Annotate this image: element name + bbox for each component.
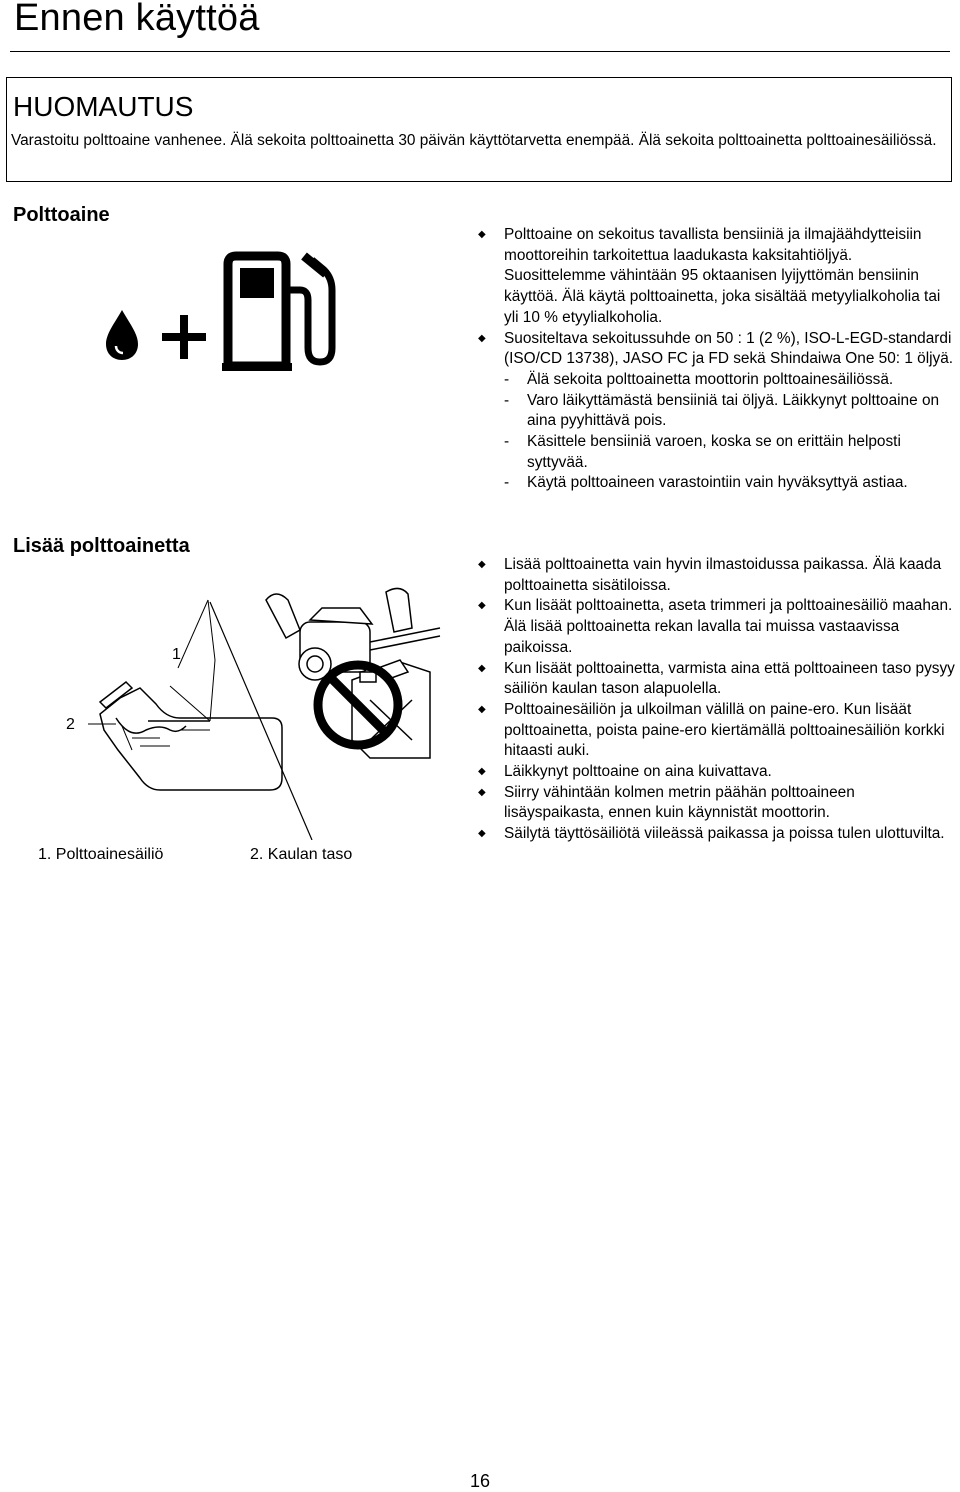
- list-item: ◆ Suositeltava sekoitussuhde on 50 : 1 (2 %), ISO-L-EGD-standardi (ISO/CD 13738), JASO FC ja FD sekä Shindaiwa One 50: 1 öljyä. - Älä sekoita polttoainetta moottorin polttoainesäiliössä. - Varo läikyttämästä bensiiniä tai öljyä. Läikkynyt polttoaine on aina pyyhittävä pois. - Käsittele bensiiniä varoen, koska se on erittäin helposti syttyvää. - Käytä polttoaineen varastointiin vain hyväksyttyä astiaa.: [478, 329, 956, 495]
- fuel-section-heading: Polttoaine: [13, 204, 110, 226]
- refuel-bullet-list: [478, 555, 956, 845]
- fuel-pump-icon: [222, 256, 332, 371]
- list-item: ◆ Läikkynyt polttoaine on aina kuivattava.: [478, 762, 956, 783]
- list-item: ◆ Kun lisäät polttoainetta, varmista aina että polttoaineen taso pysyy säiliön kaulan tason alapuolella.: [478, 659, 955, 698]
- refuel-illustration: [60, 580, 450, 840]
- notice-text: Varastoitu polttoaine vanhenee. Älä sekoita polttoainetta 30 päivän käyttötarvetta enempää. Älä sekoita polttoainetta polttoainesäiliössä.: [11, 132, 937, 149]
- fuel-tank-diagram: [88, 600, 282, 790]
- diamond-bullet-icon: ◆: [478, 559, 486, 570]
- list-item: ◆ Säilytä täyttösäiliötä viileässä paikassa ja poissa tulen ulottuvilta.: [478, 824, 956, 845]
- fuel-bullet-list: [478, 225, 956, 494]
- fuel-bullet-list-container: [478, 225, 956, 494]
- list-item: - Käsittele bensiiniä varoen, koska se on erittäin helposti syttyvää.: [504, 433, 901, 471]
- list-item: ◆ Kun lisäät polttoainetta, aseta trimmeri ja polttoainesäiliö maahan. Älä lisää polttoainetta rekan lavalla tai muissa vastaavissa paikoissa.: [478, 597, 953, 656]
- page-number: 16: [470, 1471, 491, 1491]
- refuel-bullet-list-container: [478, 555, 956, 845]
- caption-fuel-tank: 1. Polttoainesäiliö: [38, 846, 164, 863]
- callout-two: 2: [66, 716, 75, 733]
- list-item: ◆ Polttoaine on sekoitus tavallista bensiiniä ja ilmajäähdytteisiin moottoreihin tarkoitettua laadukasta kaksitahtiöljyä. Suosittelemme vähintään 95 oktaanisen lyijyttömän bensiinin käyttöä. Älä käytä polttoainetta, joka sisältää metyylialkoholia tai yli 10 % etyylialkoholia.: [478, 226, 941, 326]
- page-title: Ennen käyttöä: [14, 0, 260, 39]
- list-item: - Älä sekoita polttoainetta moottorin polttoainesäiliössä.: [504, 370, 894, 388]
- refuel-section-heading: Lisää polttoainetta: [13, 535, 190, 557]
- list-item: ◆ Siirry vähintään kolmen metrin päähän polttoaineen lisäyspaikasta, ennen kuin käynnistät moottorin.: [478, 783, 855, 822]
- plus-icon: [162, 315, 206, 359]
- diamond-bullet-icon: ◆: [478, 703, 486, 715]
- diamond-bullet-icon: ◆: [478, 332, 486, 344]
- diamond-bullet-icon: ◆: [478, 600, 486, 612]
- list-item: ◆ Lisää polttoainetta vain hyvin ilmastoidussa paikassa. Älä kaada polttoainetta sisätiloissa.: [478, 556, 942, 594]
- oil-plus-fuel-illustration: [100, 250, 340, 375]
- fuel-warning-list: [504, 370, 956, 494]
- caption-neck-level: 2. Kaulan taso: [250, 846, 353, 863]
- diamond-bullet-icon: ◆: [478, 828, 486, 840]
- diamond-bullet-icon: ◆: [478, 766, 486, 778]
- diamond-bullet-icon: ◆: [478, 786, 486, 798]
- title-divider: [10, 51, 950, 52]
- list-item: - Varo läikyttämästä bensiiniä tai öljyä. Läikkynyt polttoaine on aina pyyhittävä pois.: [504, 391, 940, 430]
- diamond-bullet-icon: ◆: [478, 229, 486, 240]
- diamond-bullet-icon: ◆: [478, 662, 486, 674]
- oil-drop-icon: [106, 310, 138, 360]
- notice-title: HUOMAUTUS: [13, 91, 194, 122]
- list-item: - Käytä polttoaineen varastointiin vain hyväksyttyä astiaa.: [504, 474, 908, 492]
- list-item: ◆ Polttoainesäiliön ja ulkoilman välillä on paine-ero. Kun lisäät polttoainetta, poista paine-ero kiertämällä polttoainesäiliön korkki hitaasti auki.: [478, 700, 945, 760]
- callout-one: 1: [172, 646, 181, 663]
